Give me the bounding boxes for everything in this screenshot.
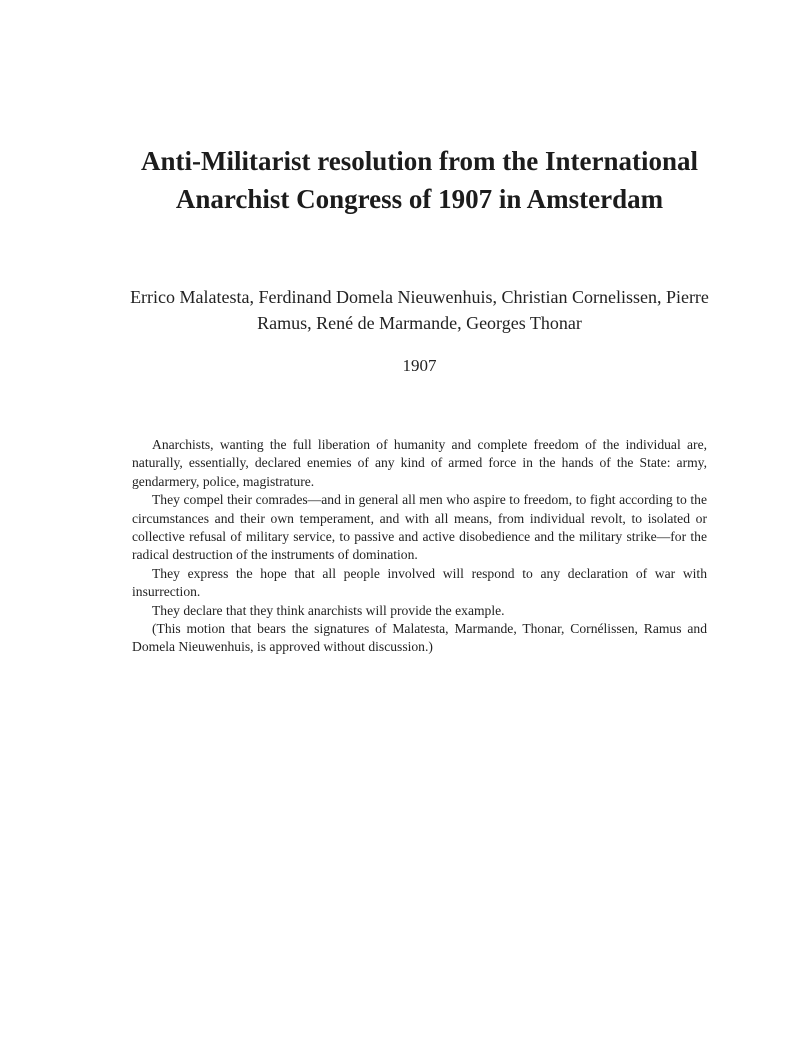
document-title: Anti-Militarist resolution from the International Anarchist Congress of 1907 in Amsterdam	[141, 146, 698, 214]
document-body	[132, 436, 707, 657]
body-paragraph: They compel their comrades—and in general all men who aspire to freedom, to fight according to the circumstances and their own temperament, and with all means, from individual revolt, to isolated or collective refusal of military service, to passive and active disobedience and the military strike—for the radical destruction of the instruments of domination.	[132, 492, 707, 563]
body-paragraph: Anarchists, wanting the full liberation of humanity and complete freedom of the individual are, naturally, essentially, declared enemies of any kind of armed force in the hands of the State: army, gendarmery, police, magistrature.	[132, 437, 707, 489]
body-paragraph: (This motion that bears the signatures of Malatesta, Marmande, Thonar, Cornélissen, Ramus and Domela Nieuwenhuis, is approved without discussion.)	[132, 621, 707, 655]
document-date: 1907	[402, 356, 437, 375]
body-paragraph: They declare that they think anarchists will provide the example.	[152, 602, 505, 618]
document-authors: Errico Malatesta, Ferdinand Domela Nieuwenhuis, Christian Cornelissen, Pierre Ramus, René de Marmande, Georges Thonar	[130, 287, 709, 333]
body-paragraph: They express the hope that all people involved will respond to any declaration of war with insurrection.	[132, 565, 707, 600]
